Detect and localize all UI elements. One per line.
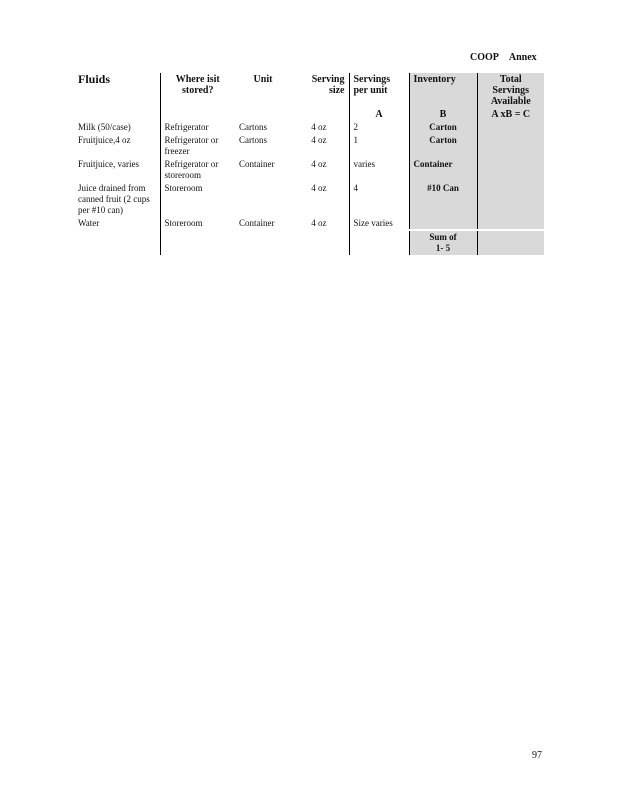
fluid-cell: Milk (50/case) xyxy=(78,122,131,132)
col-total-line1: Total xyxy=(499,74,522,85)
inventory-cell: #10 Can xyxy=(409,182,477,217)
col-total-line2: Servings xyxy=(492,85,530,96)
sum-line1: Sum of xyxy=(429,232,457,242)
total-cell xyxy=(477,121,544,134)
total-cell xyxy=(477,158,544,182)
fluid-cell: Juice drained from canned fruit (2 cups per #10 can) xyxy=(78,183,150,215)
serving-cell: 4 oz xyxy=(311,218,327,228)
sum-row xyxy=(74,230,544,255)
serving-cell: 4 oz xyxy=(311,135,327,145)
per-unit-cell: 1 xyxy=(349,134,409,158)
per-unit-cell: varies xyxy=(349,158,409,182)
page-header xyxy=(470,52,537,63)
where-cell: Refrigerator xyxy=(160,121,235,134)
col-serving-line1: Serving xyxy=(311,74,345,85)
label-c: A xB = C xyxy=(477,108,544,121)
sum-line2: 1- 5 xyxy=(435,243,451,253)
col-serving-header xyxy=(291,73,349,108)
sum-cell xyxy=(409,230,477,255)
col-inventory-header: Inventory xyxy=(409,73,477,108)
per-unit-cell: Size varies xyxy=(349,217,409,230)
fluids-table xyxy=(74,73,544,255)
col-fluids-header: Fluids xyxy=(78,72,111,86)
table-row xyxy=(74,134,544,158)
col-unit-header: Unit xyxy=(253,74,273,85)
table-row xyxy=(74,121,544,134)
col-serving-line2: size xyxy=(328,85,345,96)
serving-cell: 4 oz xyxy=(311,122,327,132)
col-servings-header xyxy=(349,73,409,108)
label-b: B xyxy=(409,108,477,121)
fluid-cell: Fruitjuice,4 oz xyxy=(78,135,131,145)
table-row xyxy=(74,217,544,230)
col-total-header xyxy=(477,73,544,108)
table-row xyxy=(74,182,544,217)
unit-cell xyxy=(235,182,291,217)
col-where-line2: stored? xyxy=(182,85,214,96)
inventory-cell xyxy=(409,217,477,230)
header-annex: Annex xyxy=(508,52,537,63)
per-unit-cell: 2 xyxy=(349,121,409,134)
col-servings-line1: Servings xyxy=(353,74,391,85)
total-cell xyxy=(477,182,544,217)
header-title: COOP xyxy=(470,52,499,63)
header-row xyxy=(74,73,544,108)
where-cell: Refrigerator or freezer xyxy=(160,134,235,158)
label-row xyxy=(74,108,544,121)
page-number: 97 xyxy=(532,750,542,761)
serving-cell: 4 oz xyxy=(311,159,327,169)
inventory-cell: Carton xyxy=(409,121,477,134)
total-cell xyxy=(477,134,544,158)
table-row xyxy=(74,158,544,182)
col-total-line3: Available xyxy=(490,96,531,107)
col-where-line1: Where isit xyxy=(175,74,220,85)
total-cell xyxy=(477,217,544,230)
label-a: A xyxy=(349,108,409,121)
serving-cell: 4 oz xyxy=(311,183,327,193)
inventory-cell: Container xyxy=(409,158,477,182)
fluid-cell: Fruitjuice, varies xyxy=(78,159,139,169)
inventory-cell: Carton xyxy=(409,134,477,158)
col-where-header xyxy=(160,73,235,108)
where-cell: Storeroom xyxy=(160,217,235,230)
unit-cell: Container xyxy=(239,159,275,169)
col-servings-line2: per unit xyxy=(353,85,388,96)
fluid-cell: Water xyxy=(78,218,100,228)
unit-cell: Container xyxy=(239,218,275,228)
where-cell: Storeroom xyxy=(160,182,235,217)
sum-total-cell xyxy=(477,230,544,255)
per-unit-cell: 4 xyxy=(349,182,409,217)
unit-cell: Cartons xyxy=(239,122,267,132)
unit-cell: Cartons xyxy=(239,135,267,145)
where-cell: Refrigerator or storeroom xyxy=(160,158,235,182)
